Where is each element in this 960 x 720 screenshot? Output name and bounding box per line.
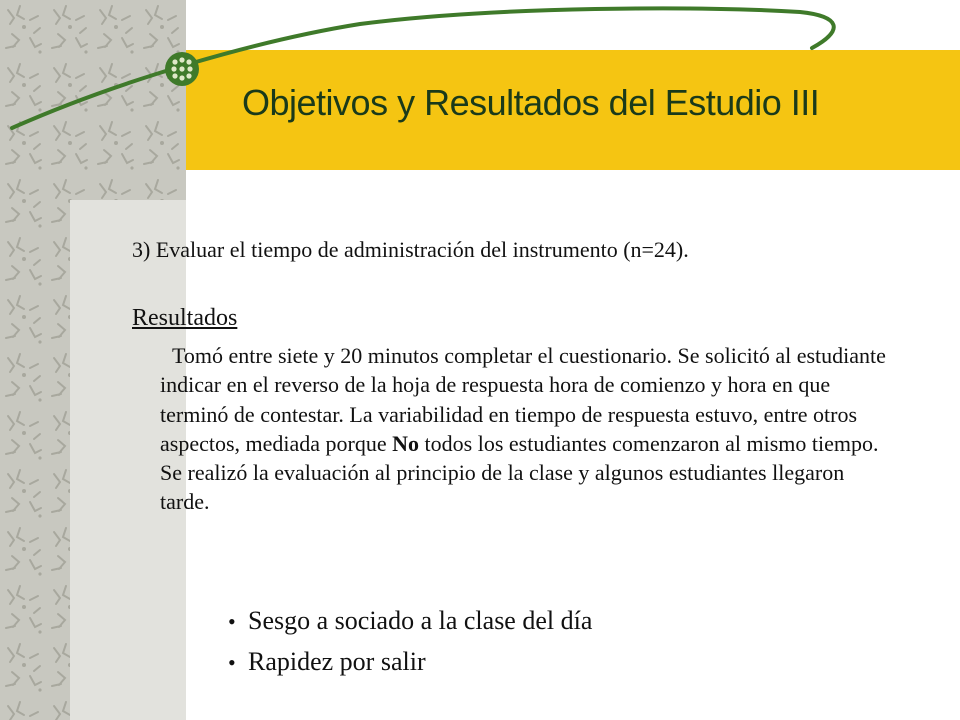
dotted-circle-icon [165, 52, 199, 86]
emphasis-no: No [392, 430, 420, 456]
slide-title: Objetivos y Resultados del Estudio III [242, 82, 820, 123]
bullet-list [228, 603, 592, 685]
bullet-text: Rapidez por salir [248, 647, 426, 676]
bullet-icon: • [228, 609, 236, 634]
paragraph-end: todos los estudiantes comenzaron al mismo tiempo. Se realizó la evaluación al principio de la clase y algunos estudiantes llegaron tarde. [160, 430, 879, 515]
bullet-icon: • [228, 650, 236, 675]
results-heading: Resultados [132, 305, 238, 331]
results-paragraph [160, 341, 890, 517]
list-item [228, 603, 592, 640]
bullet-text: Sesgo a sociado a la clase del día [248, 606, 593, 635]
objective-text: 3) Evaluar el tiempo de administración del instrumento (n=24). [132, 237, 689, 262]
list-item [228, 644, 592, 681]
paragraph-start: Tomó entre siete y 20 minutos completar el cuestionario. Se solicitó al estudiante indicar en el reverso de la hoja de respuesta hora de comienzo y hora en que terminó de contestar. La variabilidad en tiempo de respuesta estuvo, entre otros aspectos, mediada porque [160, 343, 886, 456]
